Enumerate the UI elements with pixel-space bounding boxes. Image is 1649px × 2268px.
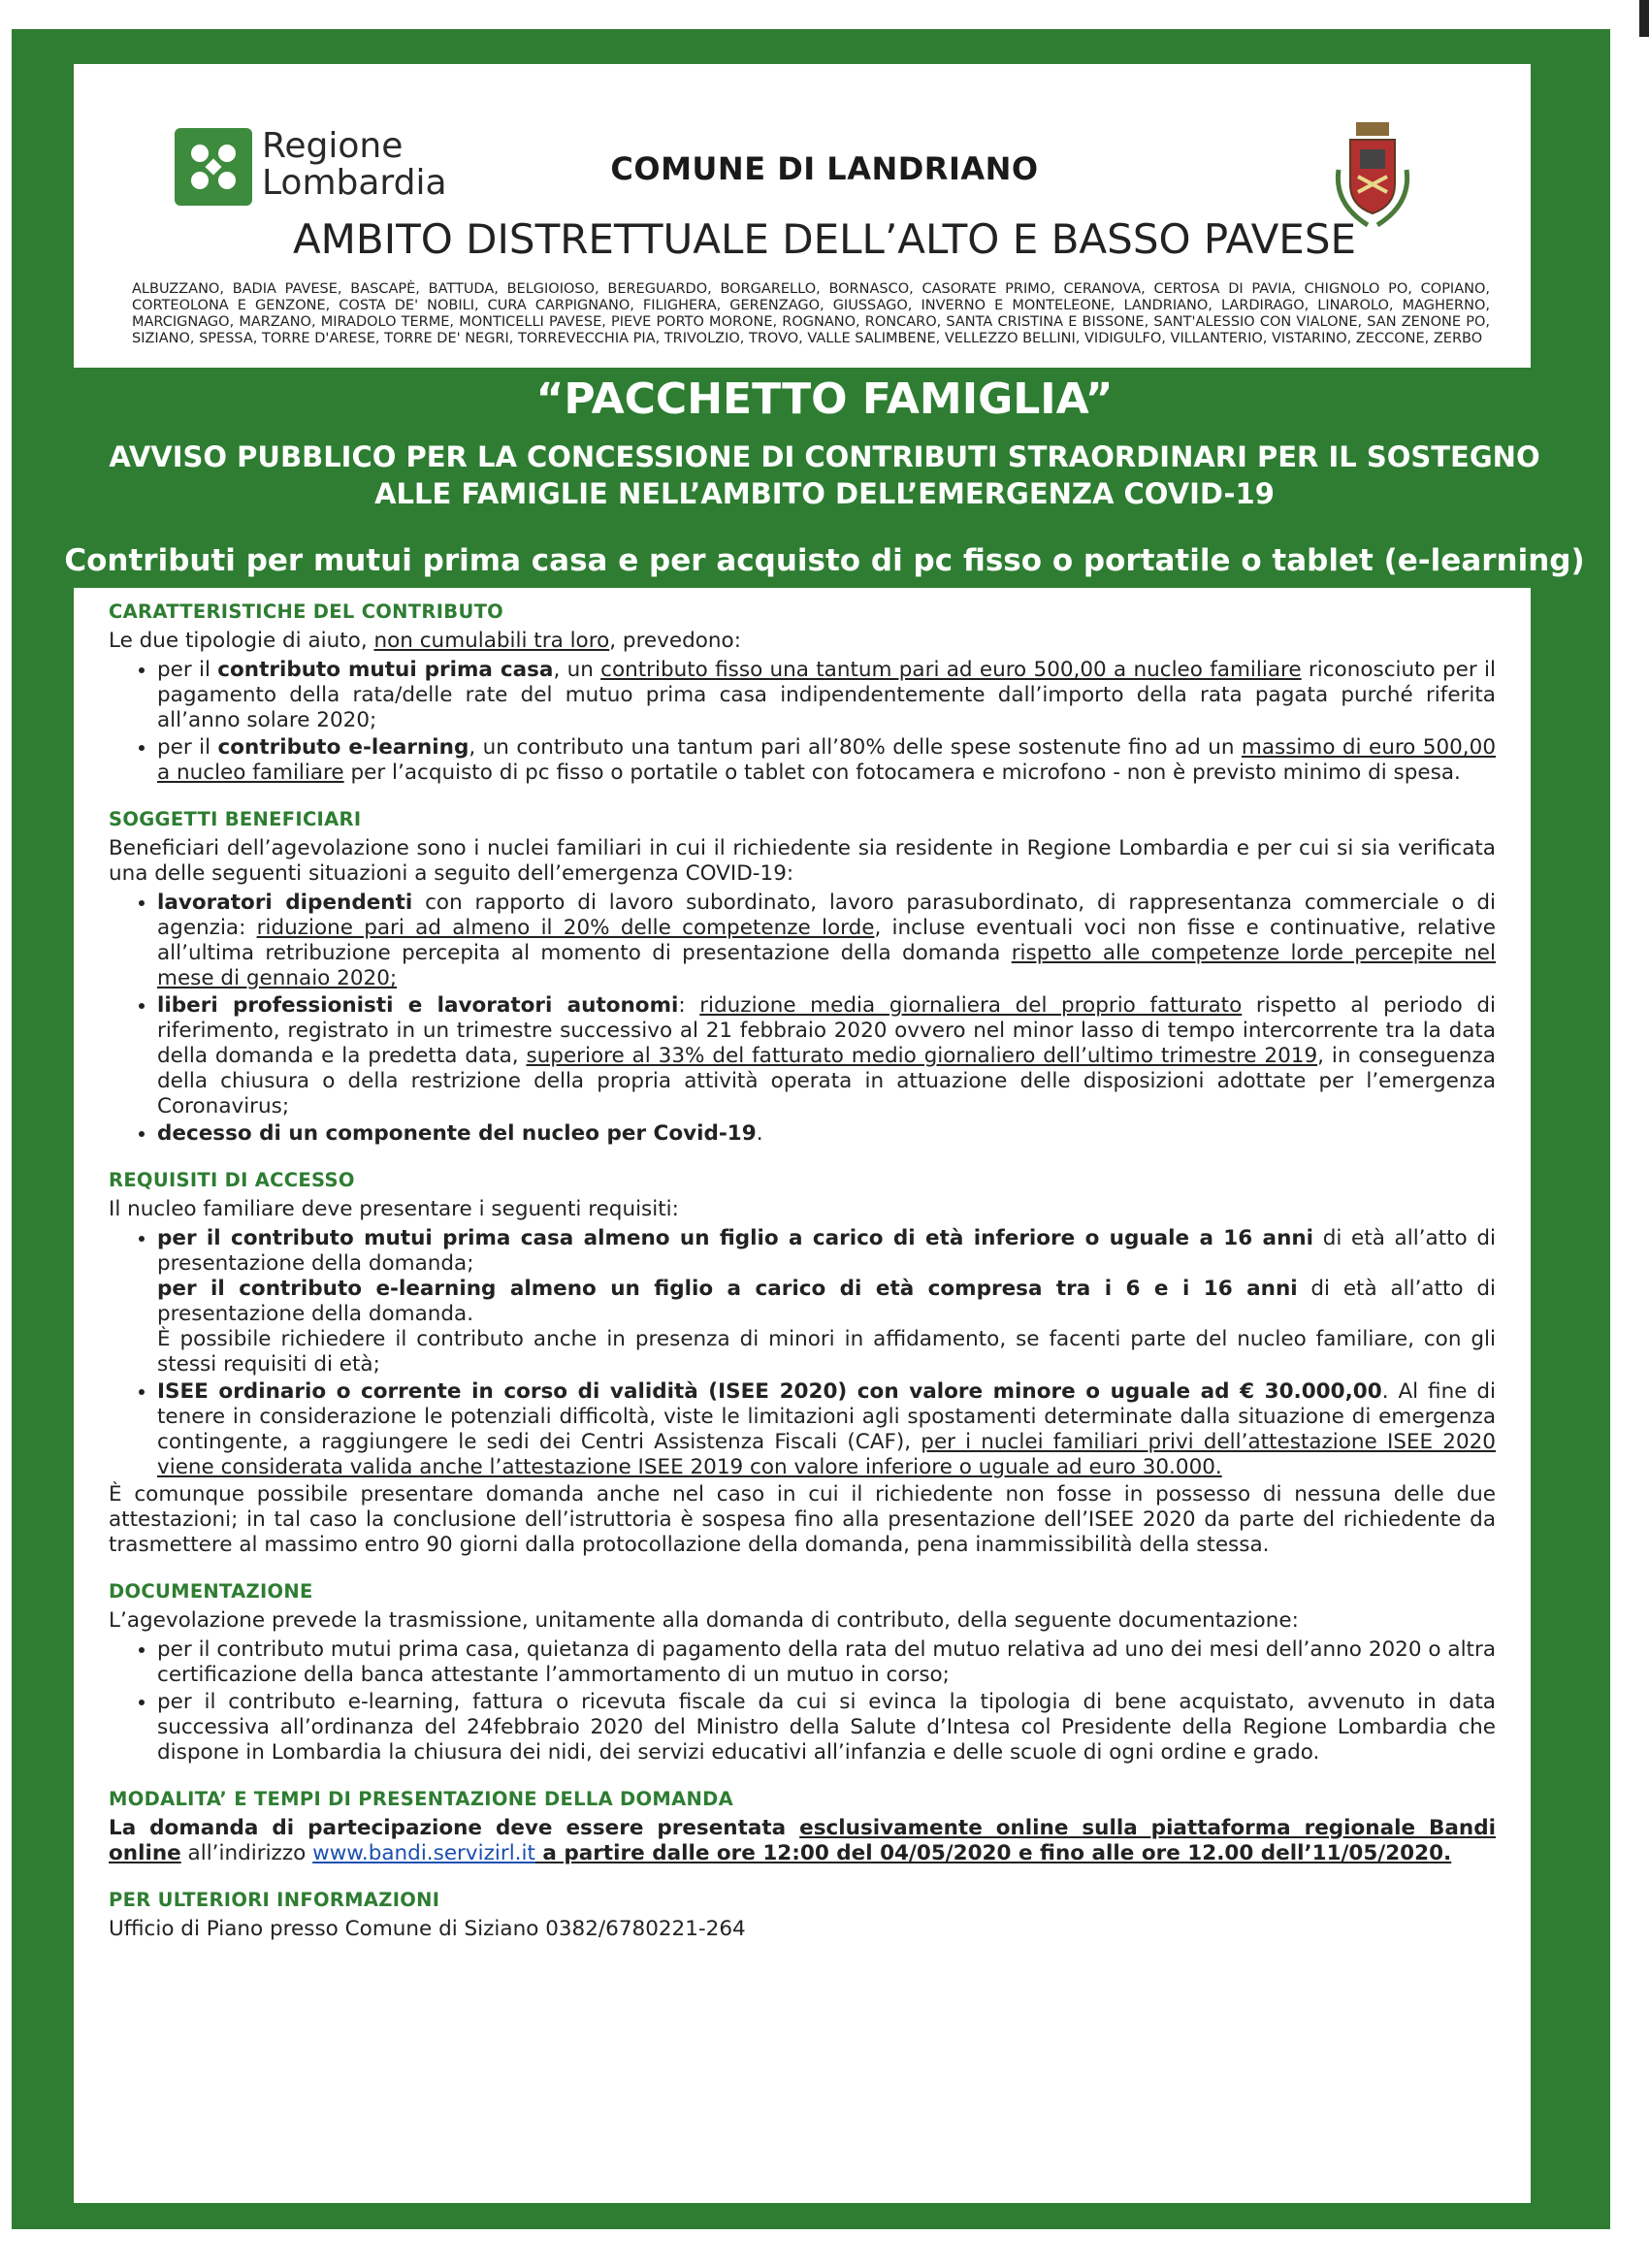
text: È possibile richiedere il contributo anche in presenza di minori in affidamento, se facenti parte del nucleo familiare, con gli stessi requisiti di età; [157,1327,1496,1377]
section-heading: SOGGETTI BENEFICIARI [109,808,362,830]
text: per l’acquisto di pc fisso o portatile o tablet con fotocamera e microfono - non è previsto minimo di spesa. [343,761,1461,785]
underlined-text: non cumulabili tra loro [373,629,610,653]
ambito-title: AMBITO DISTRETTUALE DELL’ALTO E BASSO PAVESE [292,215,1357,263]
bold-text: contributo e-learning [217,735,469,760]
section-outro: È comunque possibile presentare domanda anche nel caso in cui il richiedente non fosse in possesso di nessuna delle due attestazioni; in tal caso la conclusione dell’istruttoria è sospesa fino alla presentazione dell’ISEE 2020 da parte del richiedente da trasmettere al massimo entro 90 giorni dalla protocollazione della domanda, pena inammissibilità della stessa. [109,1482,1496,1557]
underlined-text: riduzione media giornaliera del proprio fatturato [699,993,1243,1018]
notice-subtitle [0,438,1649,512]
bold-text: liberi professionisti e lavoratori autonomi [157,993,679,1018]
section-modalita [109,1787,1496,1866]
text: riconosciuto per il pagamento della rata/delle rate del mutuo prima casa indipendentemente dall’importo della rata pagata purché riferita all’anno solare 2020; [157,658,1496,732]
contributions-subtitle: Contributi per mutui prima casa e per acquisto di pc fisso o portatile o tablet (e-learning) [64,543,1585,578]
bold-text: per il contributo e-learning almeno un figlio a carico di età compresa tra i 6 e i 16 anni [157,1277,1298,1301]
text: rispetto al periodo di riferimento, registrato in un trimestre successivo al 21 febbraio 2020 ovvero nel minor lasso di tempo intercorrente tra la data della domanda e la predetta data, [157,993,1497,1068]
list-item [157,735,1496,786]
text: . Al fine di tenere in considerazione le potenziali difficoltà, viste le limitazioni agli spostamenti determinate dalla situazione di emergenza contingente, a raggiungere le sedi dei Centri Assistenza Fiscali (CAF), [157,1379,1496,1454]
list-item: • per il contributo e-learning, fattura o ricevuta fiscale da cui si evinca la tipologia di bene acquistato, avvenuto in data successiva all’ordinanza del 24febbraio 2020 del Ministro della Salute d’Intesa col Presidente della Regione Lombardia che dispone in Lombardia la chiusura dei nidi, dei servizi educativi all’infanzia e delle scuole di ogni ordine e grado. [157,1690,1496,1766]
section-informazioni [109,1888,1496,1942]
text: per il [157,658,218,682]
section-heading: DOCUMENTAZIONE [109,1580,313,1603]
text: , incluse eventuali voci non fisse e continuative, relative all’ultima retribuzione percepita al momento di presentazione della domanda [157,916,1496,965]
main-title: “PACCHETTO FAMIGLIA” [535,374,1114,424]
text: . [756,1121,763,1146]
text: , un contributo una tantum pari all’80% delle spese sostenute fino ad un [469,735,1242,760]
bold-text: ISEE ordinario o corrente in corso di validità (ISEE 2020) con valore minore o uguale ad € 30.000,00 [157,1379,1382,1404]
section-intro: Beneficiari dell’agevolazione sono i nuclei familiari in cui il richiedente sia residente in Regione Lombardia e per cui si sia verificata una delle seguenti situazioni a seguito dell’emergenza COVID-19: [109,836,1496,886]
underlined-text: massimo di euro 500,00 a nucleo familiare [157,735,1496,785]
bullet-list [109,658,1496,786]
list-item [157,993,1496,1119]
text: : [678,993,700,1018]
logo-line-1: Regione [262,126,404,166]
list-item [157,891,1496,991]
section-heading: CARATTERISTICHE DEL CONTRIBUTO [109,600,504,623]
logo-line-2: Lombardia [262,163,447,203]
bullet-list [109,1226,1496,1480]
comuni-list: ALBUZZANO, BADIA PAVESE, BASCAPÈ, BATTUDA, BELGIOIOSO, BEREGUARDO, BORGARELLO, BORNASCO, CASORATE PRIMO, CERANOVA, CERTOSA DI PAVIA, CHIGNOLO PO, COPIANO, CORTEOLONA E GENZONE, COSTA DE' NOBILI, CURA CARPIGNANO, FILIGHERA, GERENZAGO, GIUSSAGO, INVERNO E MONTELEONE, LANDRIANO, LARDIRAGO, LINAROLO, MAGHERNO, MARCIGNAGO, MARZANO, MIRADOLO TERME, MONTICELLI PAVESE, PIEVE PORTO MORONE, ROGNANO, RONCARO, SANTA CRISTINA E BISSONE, SANT'ALESSIO CON VIALONE, SAN ZENONE PO, SIZIANO, SPESSA, TORRE D'ARESE, TORRE DE' NEGRI, TORREVECCHIA PIA, TRIVOLZIO, TROVO, VALLE SALIMBENE, VELLEZZO BELLINI, VIDIGULFO, VILLANTERIO, VISTARINO, ZECCONE, ZERBO [132,281,1490,346]
section-intro [109,629,1496,654]
underlined-text: contributo fisso una tantum pari ad euro 500,00 a nucleo familiare [600,658,1302,682]
bold-text: per il contributo mutui prima casa almeno un figlio a carico di età inferiore o uguale a 16 anni [157,1226,1314,1250]
bold-text: contributo mutui prima casa [217,658,554,682]
subtitle-line-1: AVVISO PUBBLICO PER LA CONCESSIONE DI CONTRIBUTI STRAORDINARI PER IL SOSTEGNO [109,440,1540,473]
text: , prevedono: [609,629,741,653]
underlined-text: superiore al 33% del fatturato medio giornaliero dell’ultimo trimestre 2019 [526,1044,1318,1068]
underlined-text: per i nuclei familiari privi dell’attestazione ISEE 2020 viene considerata valida anche l’attestazione ISEE 2019 con valore inferiore o uguale ad euro 30.000. [157,1430,1496,1479]
text: per il [157,735,218,760]
bullet-list [109,891,1496,1147]
contact-info: Ufficio di Piano presso Comune di Siziano 0382/6780221-264 [109,1917,746,1941]
bandi-online-link[interactable]: www.bandi.servizirl.it [312,1841,535,1865]
section-heading: REQUISITI DI ACCESSO [109,1169,355,1191]
list-item: • per il contributo mutui prima casa, quietanza di pagamento della rata del mutuo relativa ad uno dei mesi dell’anno 2020 o altra certificazione della banca attestante l’ammortamento di un mutuo in corso; [157,1637,1496,1688]
bold-text: La domanda di partecipazione deve essere presentata [109,1816,800,1840]
list-item [157,1379,1496,1480]
list-item [157,1226,1496,1377]
section-requisiti [109,1168,1496,1558]
list-item [157,658,1496,733]
section-intro: L’agevolazione prevede la trasmissione, unitamente alla domanda di contributo, della seguente documentazione: [109,1608,1299,1633]
scan-edge-mark [1639,0,1649,37]
underlined-text: riduzione pari ad almeno il 20% delle competenze lorde [256,916,875,940]
text: all’indirizzo [180,1841,313,1865]
underlined-bold-text: esclusivamente online sulla piattaforma regionale Bandi online [109,1816,1496,1865]
section-heading: PER ULTERIORI INFORMAZIONI [109,1889,440,1911]
section-beneficiari [109,807,1496,1147]
bold-text: decesso di un componente del nucleo per Covid-19 [157,1121,757,1146]
section-heading: MODALITA’ E TEMPI DI PRESENTAZIONE DELLA DOMANDA [109,1788,734,1810]
notice-body [109,599,1496,1963]
comune-title: COMUNE DI LANDRIANO [610,150,1039,187]
text: , in conseguenza della chiusura o della restrizione della propria attività operata in attuazione delle disposizioni adottate per l’emergenza Coronavirus; [157,1044,1496,1118]
underlined-bold-text: a partire dalle ore 12:00 del 04/05/2020 e fino alle ore 12.00 dell’11/05/2020. [534,1841,1452,1865]
text: Le due tipologie di aiuto, [109,629,374,653]
bold-text: lavoratori dipendenti [157,891,413,915]
text: , un [553,658,601,682]
section-intro: Il nucleo familiare deve presentare i seguenti requisiti: [109,1197,679,1221]
section-caratteristiche [109,599,1496,786]
subtitle-line-2: ALLE FAMIGLIE NELL’AMBITO DELL’EMERGENZA COVID-19 [374,477,1275,510]
bullet-list [109,1637,1496,1766]
text: di età all’atto di presentazione della domanda; [157,1226,1497,1276]
text: con rapporto di lavoro subordinato, lavoro parasubordinato, di rappresentanza commerciale o di agenzia: [157,891,1496,940]
underlined-text: rispetto alle competenze lorde percepite nel mese di gennaio 2020; [157,941,1497,990]
section-paragraph [109,1816,1496,1866]
list-item [157,1121,1496,1147]
section-documentazione [109,1579,1496,1766]
text: di età all’atto di presentazione della domanda. [157,1277,1496,1326]
